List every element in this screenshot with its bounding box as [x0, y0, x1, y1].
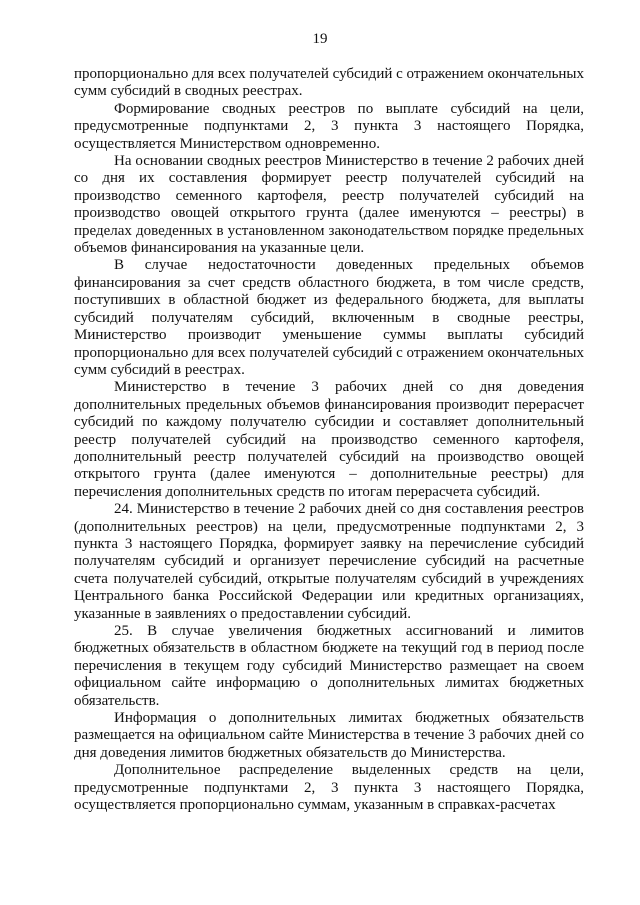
paragraph-consolidated-registers: Формирование сводных реестров по выплате субсидий на цели, предусмотренные подпунктами 2, 3 пункта 3 настоящего Порядка, осуществляется Министерством одновременно. — [74, 100, 584, 152]
paragraph-continuation: пропорционально для всех получателей субсидий с отражением окончательных сумм субсидий в сводных реестрах. — [74, 66, 585, 100]
paragraph-limits-info: Информация о дополнительных лимитах бюджетных обязательств размещается на официальном сайте Министерства в течение 3 рабочих дней со дня доведения лимитов бюджетных обязательств до Министерства. — [74, 710, 584, 761]
paragraph-clause-25: 25. В случае увеличения бюджетных ассигнований и лимитов бюджетных обязательств в областном бюджете на текущий год в период после перечисления в текущем году субсидий Министерство размещает на своем официальном сайте информацию о дополнительных лимитах бюджетных обязательств. — [74, 623, 584, 709]
page-number: 19 — [312, 31, 328, 47]
paragraph-recalculation: Министерство в течение 3 рабочих дней со дня доведения дополнительных предельных объемов финансирования производит перерасчет субсидий по каждому получателю субсидии и составляет дополнительный реестр получателей субсидий на производство семенного картофеля, дополнительный реестр получателей субсидий на производство овощей открытого грунта (далее именуются – дополнительные реестры) для перечисления дополнительных средств по итогам перерасчета субсидий. — [74, 379, 584, 500]
paragraph-additional-distribution: Дополнительное распределение выделенных средств на цели, предусмотренные подпунктами 2, 3 пункта 3 настоящего Порядка, осуществляется пропорционально суммам, указанным в справках-расчетах — [74, 762, 584, 814]
paragraph-insufficient-funding: В случае недостаточности доведенных предельных объемов финансирования за счет средств областного бюджета, в том числе средств, поступивших в областной бюджет из федерального бюджета, для выплаты субсидий получателям субсидий, включенным в сводные реестры, Министерство производит уменьшение суммы выплаты субсидий пропорционально для всех получателей субсидий с отражением окончательных сумм субсидий в реестрах. — [74, 257, 585, 378]
document-body — [74, 66, 584, 814]
paragraph-clause-24: 24. Министерство в течение 2 рабочих дней со дня составления реестров (дополнительных реестров) на цели, предусмотренные подпунктами 2, 3 пункта 3 настоящего Порядка, формирует заявку на перечисление субсидий получателям субсидий и организует перечисление субсидий на расчетные счета получателей субсидий, открытые получателям субсидий в учреждениях Центрального банка Российской Федерации или кредитных организациях, указанные в заявлениях о предоставлении субсидий. — [74, 501, 584, 622]
paragraph-registers-formation: На основании сводных реестров Министерство в течение 2 рабочих дней со дня их составления формирует реестр получателей субсидий на производство семенного картофеля, реестр получателей субсидий на производство овощей открытого грунта (далее именуются – реестры) в пределах доведенных в установленном законодательством порядке предельных объемов финансирования на указанные цели. — [74, 153, 584, 257]
